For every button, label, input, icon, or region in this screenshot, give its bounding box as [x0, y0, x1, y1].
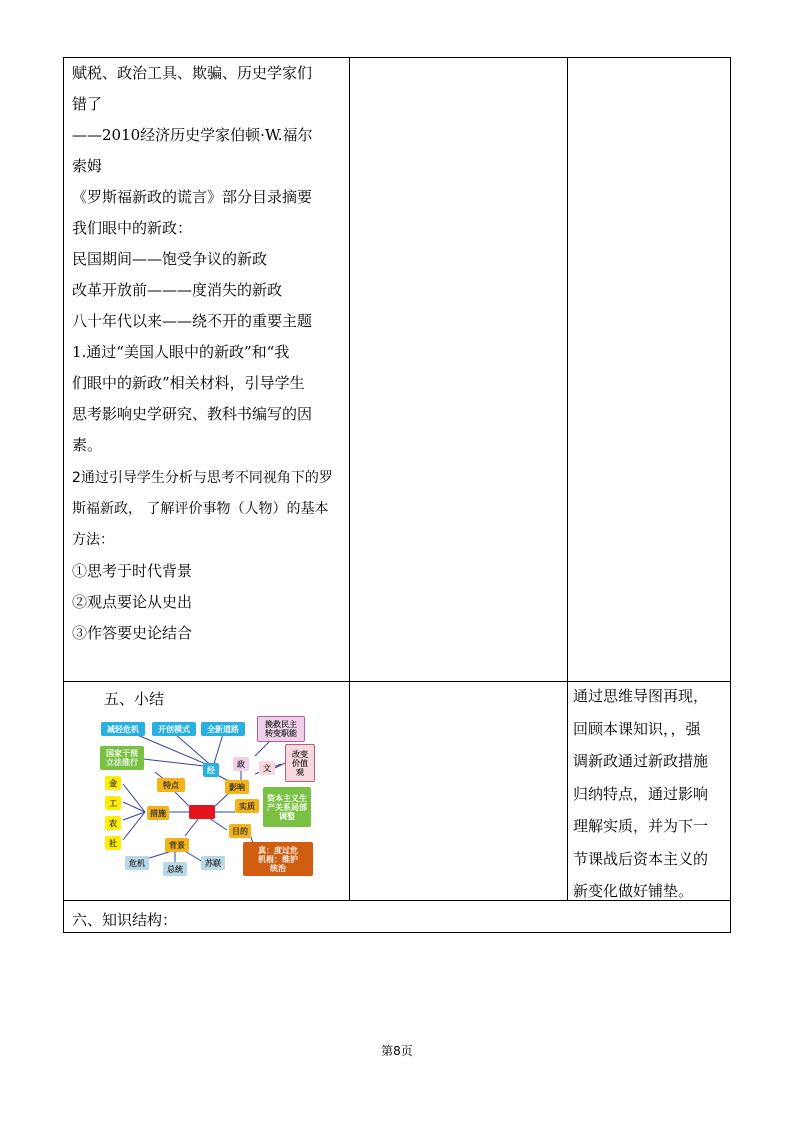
mind-map-node: 影响 [225, 780, 249, 794]
column-divider [567, 57, 568, 900]
mind-map-node-label: 国家干预立法推行 [106, 749, 138, 767]
knowledge-structure-heading: 六、知识结构： [72, 911, 178, 929]
left-top-cell [72, 58, 313, 461]
text-line: 《罗斯福新政的谎言》部分目录摘要 [72, 188, 313, 206]
text-line: 方法： [72, 532, 114, 548]
text-line: 八十年代以来——绕不开的重要主题 [72, 312, 313, 330]
page-number: 第8页 [381, 1044, 413, 1058]
mind-map-node [243, 842, 313, 876]
text-line: ②观点要论从史出 [72, 593, 193, 611]
table-border-left [63, 57, 64, 933]
mind-map-node: 实质 [235, 799, 259, 813]
text-line: 1.通过“美国人眼中的新政”和“我 [72, 343, 290, 361]
text-line: 归纳特点，通过影响 [573, 784, 709, 803]
text-line: 理解实质，并为下一 [573, 817, 709, 835]
mind-map-node: 特点 [157, 778, 185, 792]
text-line: 节课战后资本主义的 [573, 849, 709, 868]
mind-map-node: 文 [259, 761, 275, 775]
mind-map-node: 目的 [229, 824, 251, 838]
mind-map-node: 农 [105, 816, 121, 830]
mind-map [95, 712, 317, 880]
text-line: 斯福新政， 了解评价事物（人物）的基本 [72, 501, 329, 517]
text-line: 素。 [72, 436, 103, 454]
mind-map-node-label: 挽救民主转变职能 [265, 720, 297, 738]
text-line: ①思考于时代背景 [72, 562, 193, 580]
mind-map-node-label: 改变价值观 [292, 749, 308, 777]
mind-map-node: 全新道路 [201, 722, 245, 736]
text-line: 调新政通过新政措施 [573, 752, 709, 770]
mind-map-node [100, 746, 144, 770]
text-line: ③作答要史论结合 [72, 624, 193, 642]
mind-map-node: 金 [105, 776, 121, 790]
mind-map-node: 总统 [163, 862, 187, 876]
column-divider [349, 57, 350, 900]
mind-map-node [285, 744, 315, 782]
mind-map-node: 危机 [125, 856, 149, 870]
mind-map-node-label: 真：度过危机根：维护统治 [258, 845, 298, 873]
text-line: 通过思维导图再现， [573, 687, 709, 705]
left-top-cell-method [72, 463, 333, 556]
mind-map-node: 减轻危机 [101, 722, 145, 736]
text-line: 们眼中的新政”相关材料，引导学生 [72, 374, 305, 392]
text-line: 民国期间——饱受争议的新政 [72, 250, 268, 268]
text-line: ——2010经济历史学家伯顿·W.福尔 [72, 126, 313, 144]
text-line: 赋税、政治工具、欺骗、历史学家们 [72, 64, 313, 82]
mind-map-node [189, 805, 215, 819]
mind-map-node: 工 [105, 796, 121, 810]
mind-map-node: 社 [105, 836, 121, 850]
text-line: 改革开放前———度消失的新政 [72, 281, 283, 299]
mind-map-node: 经 [203, 763, 219, 777]
mind-map-node: 政 [233, 757, 249, 771]
mind-map-node: 开创模式 [152, 722, 196, 736]
text-line: 2通过引导学生分析与思考不同视角下的罗 [72, 470, 333, 486]
mind-map-node: 苏联 [201, 856, 225, 870]
right-cell [573, 680, 708, 908]
mind-map-node-label: 资本主义生产关系局部调整 [267, 793, 307, 821]
left-top-cell-list [72, 556, 192, 649]
text-line: 新变化做好铺垫。 [573, 882, 694, 900]
summary-heading: 五、小结 [104, 690, 165, 708]
mind-map-node: 措施 [147, 806, 169, 820]
mind-map-node [257, 716, 305, 742]
table-border-right [730, 57, 731, 933]
text-line: 思考影响史学研究、教科书编写的因 [72, 405, 313, 423]
text-line: 回顾本课知识，，强 [573, 719, 701, 738]
text-line: 错了 [72, 95, 103, 113]
text-line: 我们眼中的新政： [72, 219, 193, 237]
mind-map-node: 背景 [165, 838, 189, 852]
table-border-bottom [63, 932, 731, 933]
mind-map-node [263, 787, 311, 827]
text-line: 索姆 [72, 157, 103, 175]
